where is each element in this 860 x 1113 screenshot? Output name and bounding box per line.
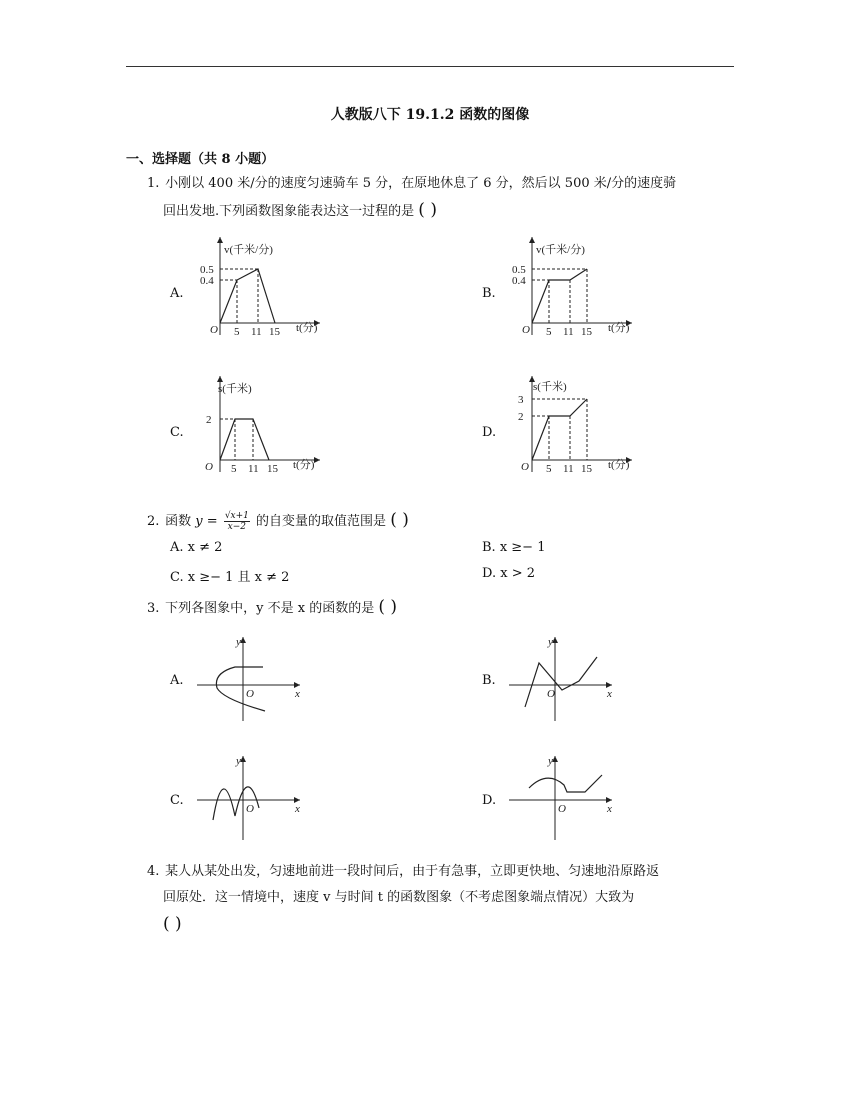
option-d: D. x > 2 <box>482 566 535 581</box>
option-label-d: D. <box>482 425 497 440</box>
x-axis-label: t(分) <box>293 459 315 471</box>
origin-label: O <box>246 688 254 700</box>
x-tick: 11 <box>563 326 574 338</box>
graph-q1-a <box>195 235 330 340</box>
x-axis-label: x <box>607 803 612 815</box>
question-text: 的自变量的取值范围是 <box>256 514 387 529</box>
answer-blank: ( ) <box>390 510 409 530</box>
x-tick: 5 <box>546 326 552 338</box>
question-text: 小刚以 400 米/分的速度匀速骑车 5 分，在原地休息了 6 分，然后以 500 米/分的速度骑 <box>165 176 677 191</box>
y-axis-label: s(千米) <box>218 383 252 395</box>
origin-label: O <box>558 803 566 815</box>
x-axis-label: x <box>295 688 300 700</box>
x-tick: 15 <box>267 463 278 475</box>
x-tick: 15 <box>581 326 592 338</box>
option-a: A. x ≠ 2 <box>170 540 223 555</box>
fraction-numerator: √x+1 <box>224 511 249 521</box>
graph-q3-c <box>195 752 310 847</box>
y-axis-label: y <box>236 755 241 767</box>
origin-label: O <box>521 461 529 473</box>
question-number: 4. <box>147 864 160 879</box>
question-text: 下列各图象中，y 不是 x 的函数的是 <box>165 601 375 616</box>
x-tick: 5 <box>546 463 552 475</box>
option-label-c: C. <box>170 425 184 440</box>
origin-label: O <box>210 324 218 336</box>
y-axis-label: y <box>548 636 553 648</box>
graph-q1-c <box>195 372 330 477</box>
origin-label: O <box>547 688 555 700</box>
y-tick: 0.5 <box>512 264 526 276</box>
answer-blank: ( ) <box>378 597 398 617</box>
origin-label: O <box>246 803 254 815</box>
question-text: 回出发地.下列函数图象能表达这一过程的是 <box>163 204 415 219</box>
y-axis-label: v(千米/分) <box>224 244 273 256</box>
y-tick: 2 <box>518 411 524 423</box>
fraction <box>224 511 250 532</box>
function-lhs: y = <box>195 514 218 529</box>
x-tick: 5 <box>231 463 237 475</box>
option-b: B. x ≥− 1 <box>482 540 546 555</box>
y-tick: 2 <box>206 414 212 426</box>
option-label-d: D. <box>482 793 497 808</box>
page-title: 人教版八下 19.1.2 函数的图像 <box>330 107 530 123</box>
question-2 <box>147 507 737 535</box>
option-label-a: A. <box>170 673 184 688</box>
x-tick: 11 <box>251 326 262 338</box>
y-axis-label: y <box>236 636 241 648</box>
question-number: 2. <box>147 514 160 529</box>
x-axis-label: t(分) <box>608 459 630 471</box>
graph-q1-b <box>507 235 642 340</box>
option-c: C. x ≥− 1 且 x ≠ 2 <box>170 570 290 585</box>
question-1 <box>147 171 737 225</box>
graph-q3-d <box>507 752 622 847</box>
header-rule <box>126 66 734 67</box>
x-axis-label: t(分) <box>608 322 630 334</box>
x-tick: 5 <box>234 326 240 338</box>
graph-q3-a <box>195 633 310 728</box>
y-axis-label: s(千米) <box>533 381 567 393</box>
y-axis-label: v(千米/分) <box>536 244 585 256</box>
graph-q3-b <box>507 633 622 728</box>
x-axis-label: x <box>295 803 300 815</box>
question-4 <box>147 859 737 939</box>
y-tick: 3 <box>518 394 524 406</box>
y-tick: 0.4 <box>512 275 526 287</box>
option-label-b: B. <box>482 286 496 301</box>
question-text: 函数 <box>165 514 192 529</box>
y-tick: 0.5 <box>200 264 214 276</box>
answer-blank: ( ) <box>418 200 437 220</box>
y-axis-label: y <box>548 755 553 767</box>
x-tick: 15 <box>581 463 592 475</box>
option-label-c: C. <box>170 793 184 808</box>
option-label-a: A. <box>170 286 184 301</box>
fraction-denominator: x−2 <box>227 522 247 532</box>
x-tick: 11 <box>563 463 574 475</box>
x-tick: 15 <box>269 326 280 338</box>
option-label-b: B. <box>482 673 496 688</box>
origin-label: O <box>522 324 530 336</box>
question-3 <box>147 594 737 622</box>
x-tick: 11 <box>248 463 259 475</box>
question-text: 回原处．这一情境中，速度 v 与时间 t 的函数图象（不考虑图象端点情况）大致为 <box>163 890 635 905</box>
section-heading: 一、选择题（共 8 小题） <box>126 152 275 167</box>
question-number: 1. <box>147 176 160 191</box>
question-text: 某人从某处出发，匀速地前进一段时间后，由于有急事，立即更快地、匀速地沿原路返 <box>165 864 660 879</box>
answer-blank: ( ) <box>163 914 182 934</box>
x-axis-label: x <box>607 688 612 700</box>
y-tick: 0.4 <box>200 275 214 287</box>
origin-label: O <box>205 461 213 473</box>
question-number: 3. <box>147 601 160 616</box>
graph-q1-d <box>507 372 642 477</box>
x-axis-label: t(分) <box>296 322 318 334</box>
